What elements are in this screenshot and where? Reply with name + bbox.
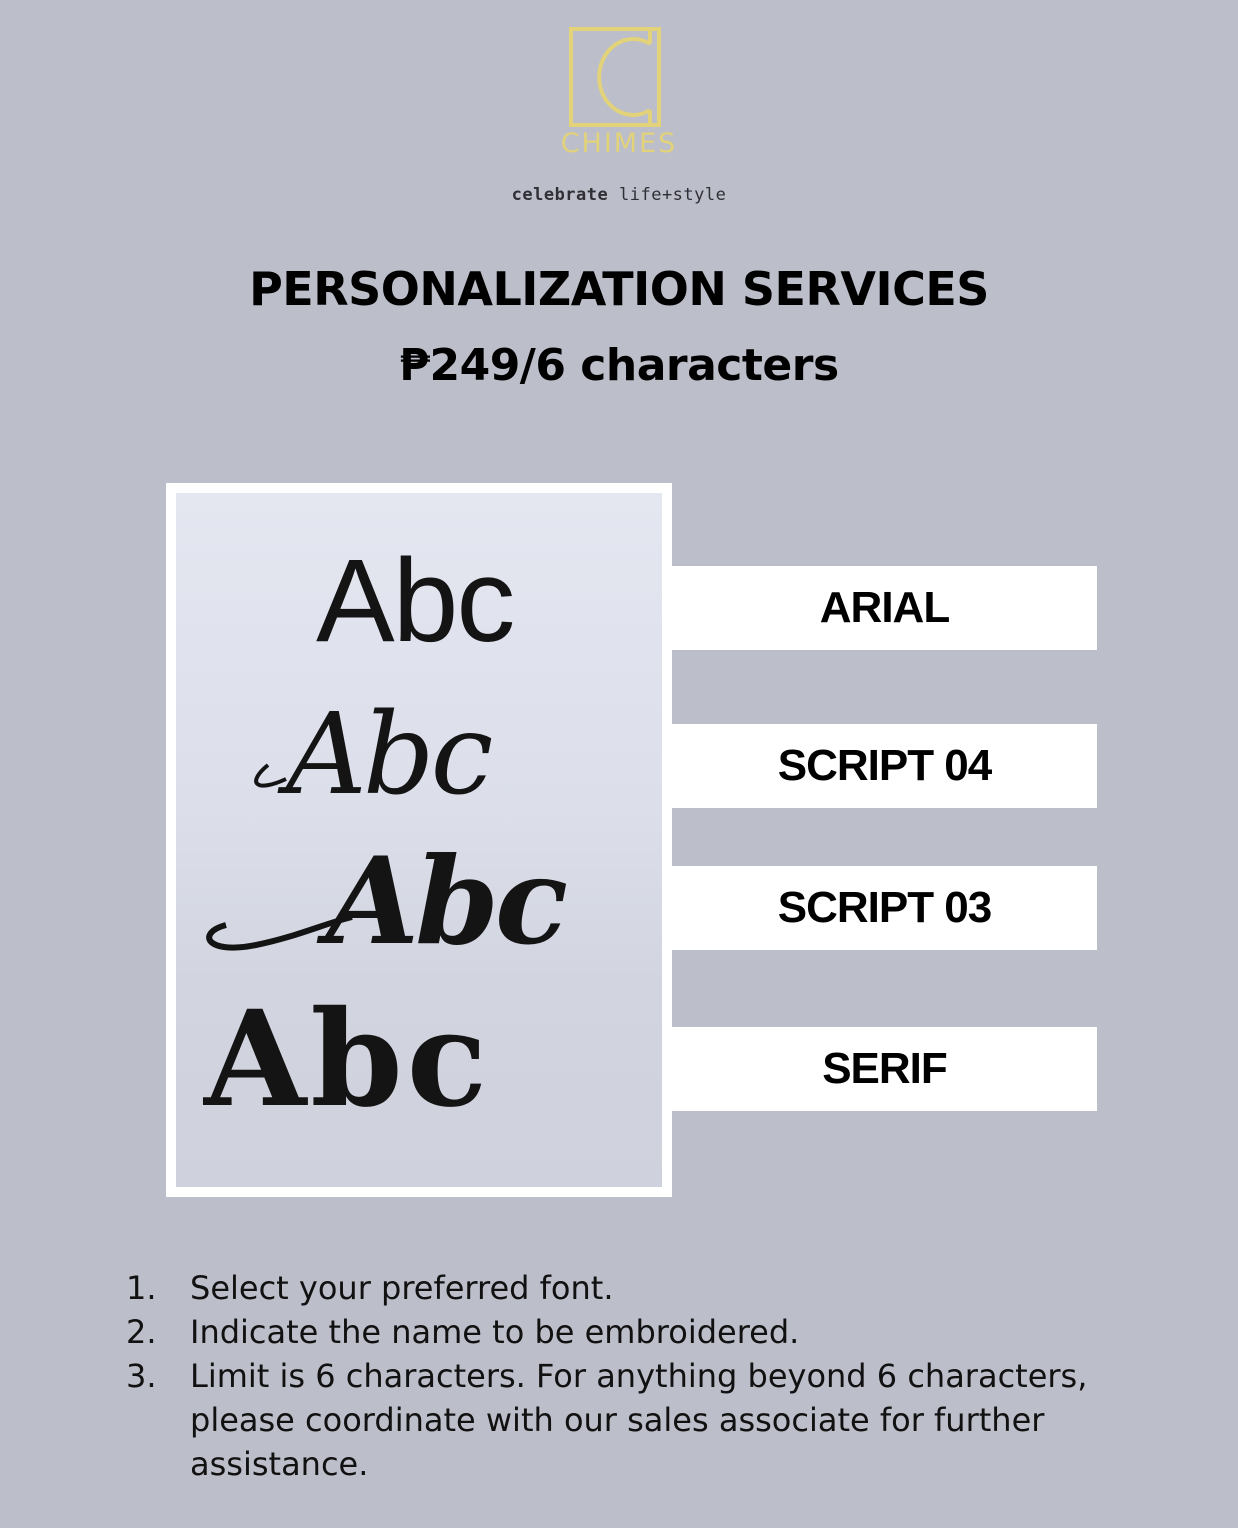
font-option-serif[interactable]: SERIF (672, 1027, 1097, 1111)
font-option-arial[interactable]: ARIAL (672, 566, 1097, 650)
tagline-rest: life+style (619, 185, 727, 205)
font-option-script-03[interactable]: SCRIPT 03 (672, 866, 1097, 950)
page-title: PERSONALIZATION SERVICES (249, 262, 989, 316)
list-item (0, 1310, 1110, 1354)
sample-serif: Abc (204, 982, 492, 1137)
sample-script-03: Abc (326, 831, 565, 972)
list-item-number: 3. (126, 1357, 157, 1395)
list-item-number: 2. (126, 1313, 157, 1351)
list-item-text: Indicate the name to be embroidered. (190, 1313, 800, 1351)
sample-script-04: Abc (286, 690, 490, 820)
list-item-text: Select your preferred font. (190, 1269, 614, 1307)
tagline (0, 185, 1238, 205)
tagline-bold: celebrate (511, 185, 609, 205)
sample-arial: Abc (316, 535, 514, 667)
chimes-logo-icon (568, 26, 662, 128)
brand-name: CHIMES (560, 128, 678, 159)
price-text: ₱249/6 characters (399, 340, 839, 391)
list-item (0, 1354, 1110, 1486)
list-item-text: Limit is 6 characters. For anything beyond 6 characters, please coordinate with our sales associate for further assistance. (190, 1357, 1088, 1483)
list-item-number: 1. (126, 1269, 157, 1307)
embroidery-sample-photo (176, 493, 662, 1187)
instructions-list (0, 1266, 1238, 1486)
list-item (0, 1266, 1110, 1310)
font-option-script-04[interactable]: SCRIPT 04 (672, 724, 1097, 808)
